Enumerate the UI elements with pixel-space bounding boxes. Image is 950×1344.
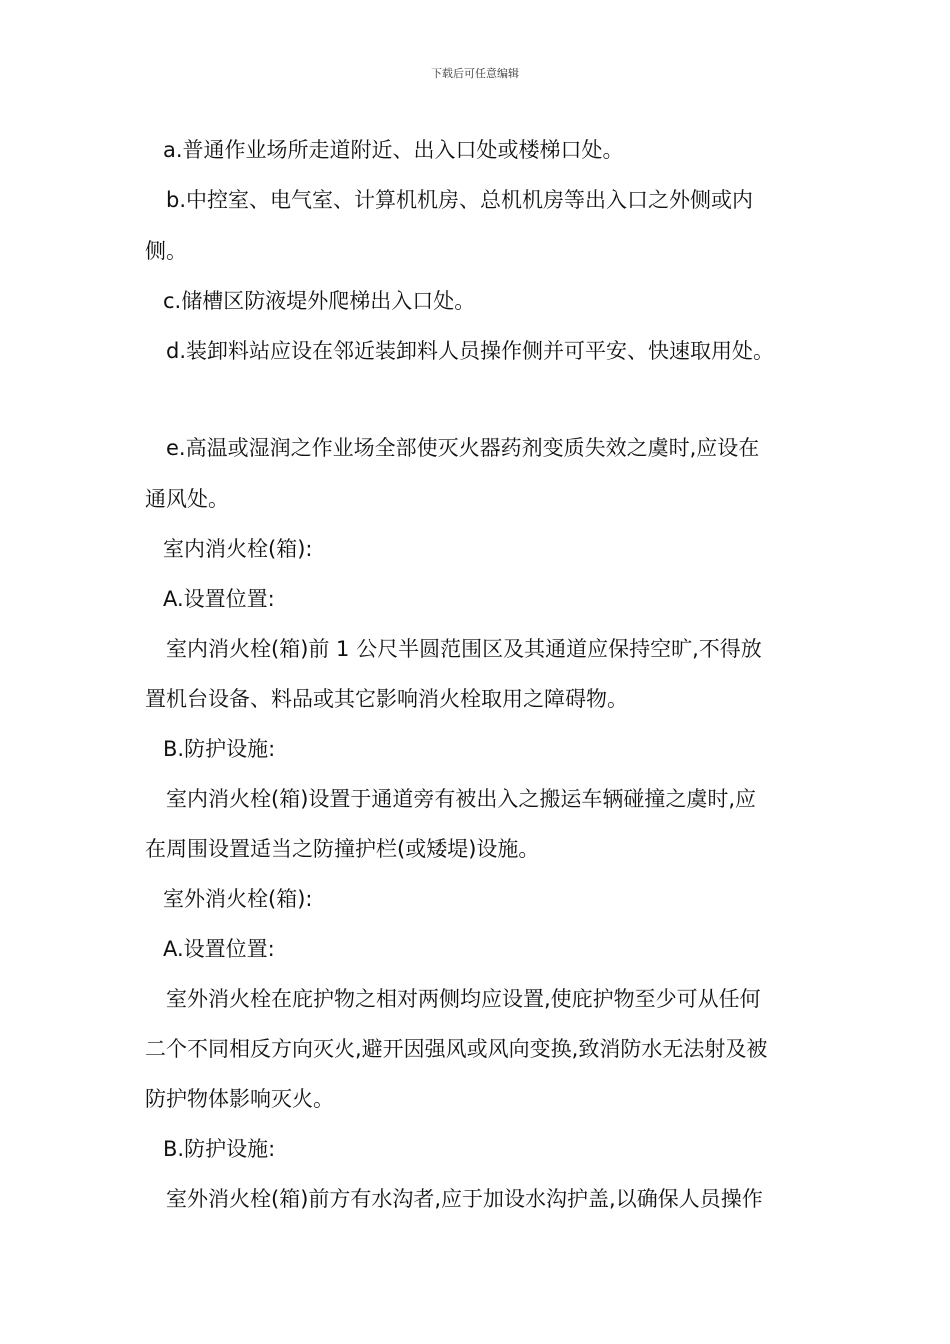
- text-line: a.普通作业场所走道附近、出入口处或楼梯口处。: [163, 138, 624, 162]
- subsection-heading: A.设置位置:: [163, 587, 275, 611]
- text-line: 室内消火栓(箱)前 1 公尺半圆范围区及其通道应保持空旷,不得放: [166, 637, 762, 661]
- section-heading: 室内消火栓(箱):: [163, 537, 313, 561]
- text-line: 室外消火栓在庇护物之相对两侧均应设置,使庇护物至少可从任何: [166, 987, 761, 1011]
- text-line: d.装卸料站应设在邻近装卸料人员操作侧并可平安、快速取用处。: [166, 339, 775, 363]
- text-line: 室外消火栓(箱)前方有水沟者,应于加设水沟护盖,以确保人员操作: [166, 1187, 763, 1211]
- text-line: 侧。: [145, 239, 187, 263]
- subsection-heading: A.设置位置:: [163, 937, 275, 961]
- page-header: 下载后可任意编辑: [431, 67, 519, 80]
- text-line: 防护物体影响灭火。: [145, 1087, 334, 1111]
- subsection-heading: B.防护设施:: [163, 1137, 276, 1161]
- text-line: 通风处。: [145, 487, 229, 511]
- text-line: 置机台设备、料品或其它影响消火栓取用之障碍物。: [145, 687, 628, 711]
- subsection-heading: B.防护设施:: [163, 737, 276, 761]
- text-line: c.储槽区防液堤外爬梯出入口处。: [163, 289, 476, 313]
- text-line: 二个不同相反方向灭火,避开因强风或风向变换,致消防水无法射及被: [145, 1037, 768, 1061]
- text-line: 室内消火栓(箱)设置于通道旁有被出入之搬运车辆碰撞之虞时,应: [166, 787, 757, 811]
- text-line: 在周围设置适当之防撞护栏(或矮堤)设施。: [145, 837, 540, 861]
- text-line: e.高温或湿润之作业场全部使灭火器药剂变质失效之虞时,应设在: [166, 436, 760, 460]
- text-line: b.中控室、电气室、计算机机房、总机机房等出入口之外侧或内: [166, 188, 754, 212]
- section-heading: 室外消火栓(箱):: [163, 887, 313, 911]
